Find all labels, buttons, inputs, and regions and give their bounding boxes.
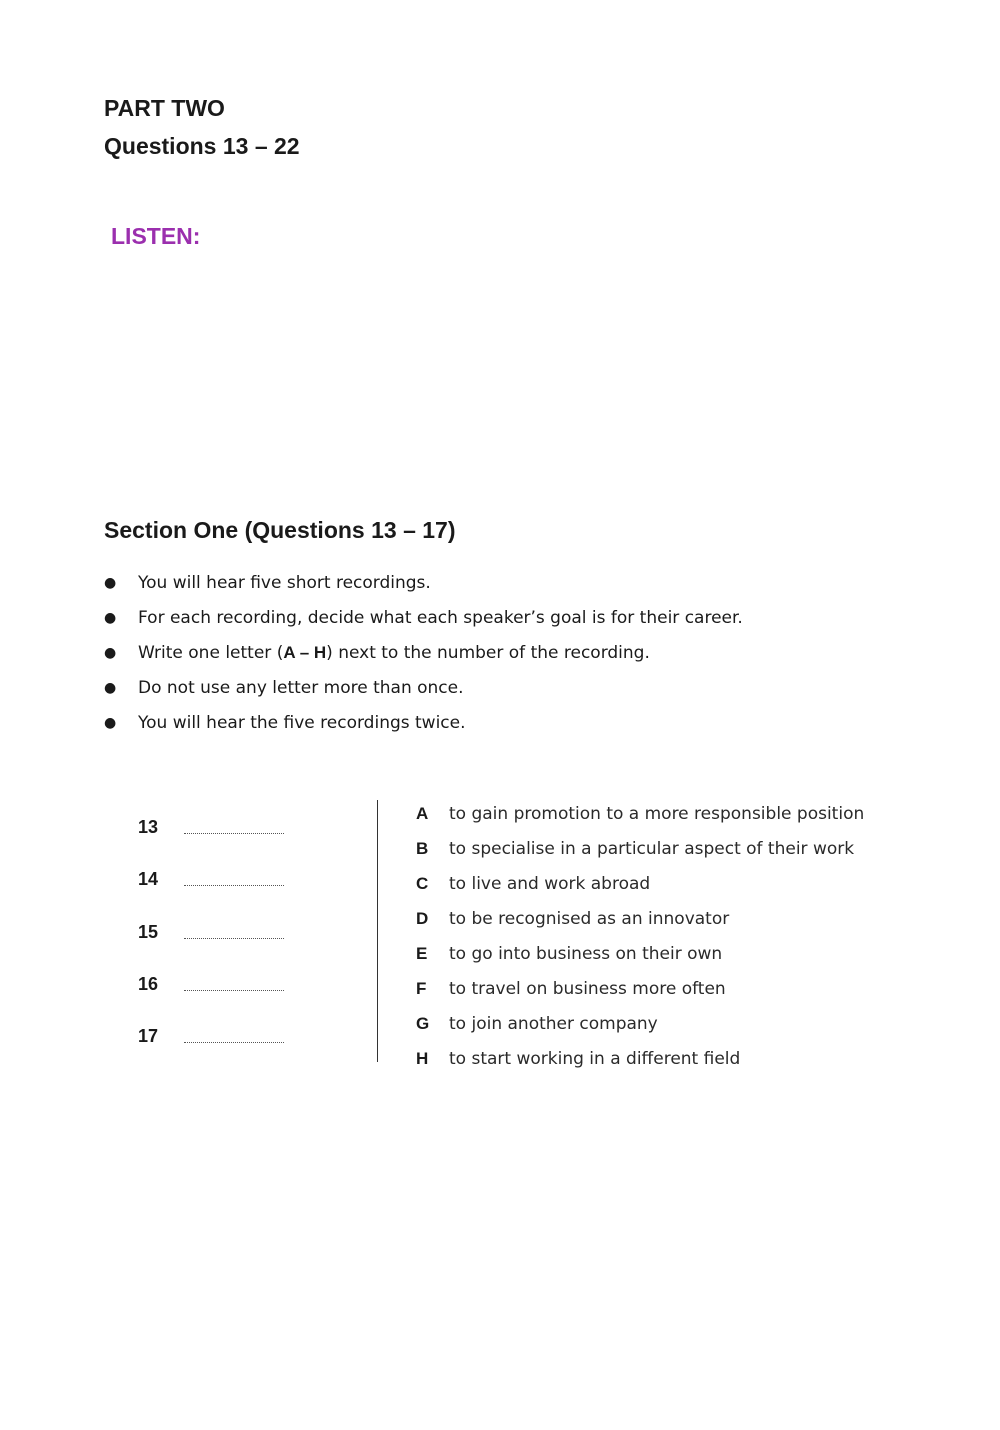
option-text: to go into business on their own (449, 944, 723, 964)
instruction-item (104, 570, 743, 605)
instruction-item (104, 605, 743, 640)
instruction-text: You will hear five short recordings. (138, 573, 431, 593)
instruction-text: Do not use any letter more than once. (138, 678, 464, 698)
answer-row-14 (138, 866, 298, 892)
question-number: 17 (138, 1026, 159, 1046)
option-letter: D (416, 909, 429, 928)
option-text: to start working in a different field (449, 1049, 741, 1069)
instruction-text-before: Write one letter ( (138, 643, 284, 663)
bullet-icon: ● (104, 610, 117, 626)
question-number: 15 (138, 922, 159, 942)
instruction-text: You will hear the five recordings twice. (138, 713, 466, 733)
question-number: 13 (138, 817, 159, 837)
instruction-list (104, 570, 743, 745)
option-text: to travel on business more often (449, 979, 726, 999)
option-text: to gain promotion to a more responsible position (449, 804, 865, 824)
option-text: to be recognised as an innovator (449, 909, 730, 929)
instruction-item (104, 640, 743, 675)
answer-field-13[interactable] (184, 833, 284, 834)
section-title: Section One (Questions 13 – 17) (104, 517, 456, 543)
answer-field-14[interactable] (184, 885, 284, 886)
column-divider (377, 800, 378, 1062)
instruction-text: For each recording, decide what each speaker’s goal is for their career. (138, 608, 743, 628)
option-text: to specialise in a particular aspect of their work (449, 839, 855, 859)
instruction-item (104, 675, 743, 710)
option-letter: F (416, 979, 427, 998)
question-number: 16 (138, 974, 159, 994)
answer-field-16[interactable] (184, 990, 284, 991)
instruction-letter-range: A – H (283, 643, 327, 662)
option-text: to live and work abroad (449, 874, 651, 894)
listen-label[interactable]: LISTEN: (111, 223, 201, 249)
part-title: PART TWO (104, 95, 225, 121)
bullet-icon: ● (104, 715, 117, 731)
option-letter: B (416, 839, 429, 858)
option-letter: C (416, 874, 429, 893)
option-letter: E (416, 944, 428, 963)
bullet-icon: ● (104, 680, 117, 696)
answer-row-15 (138, 919, 298, 945)
option-letter: G (416, 1014, 430, 1033)
bullet-icon: ● (104, 575, 117, 591)
answer-row-16 (138, 971, 298, 997)
option-text: to join another company (449, 1014, 658, 1034)
question-number: 14 (138, 869, 159, 889)
questions-range: Questions 13 – 22 (104, 133, 300, 159)
answer-field-17[interactable] (184, 1042, 284, 1043)
instruction-item (104, 710, 743, 745)
answer-row-13 (138, 814, 298, 840)
option-letter: H (416, 1049, 429, 1068)
answer-row-17 (138, 1023, 298, 1049)
option-letter: A (416, 804, 429, 823)
instruction-text-after: ) next to the number of the recording. (326, 643, 650, 663)
bullet-icon: ● (104, 645, 117, 661)
answer-field-15[interactable] (184, 938, 284, 939)
